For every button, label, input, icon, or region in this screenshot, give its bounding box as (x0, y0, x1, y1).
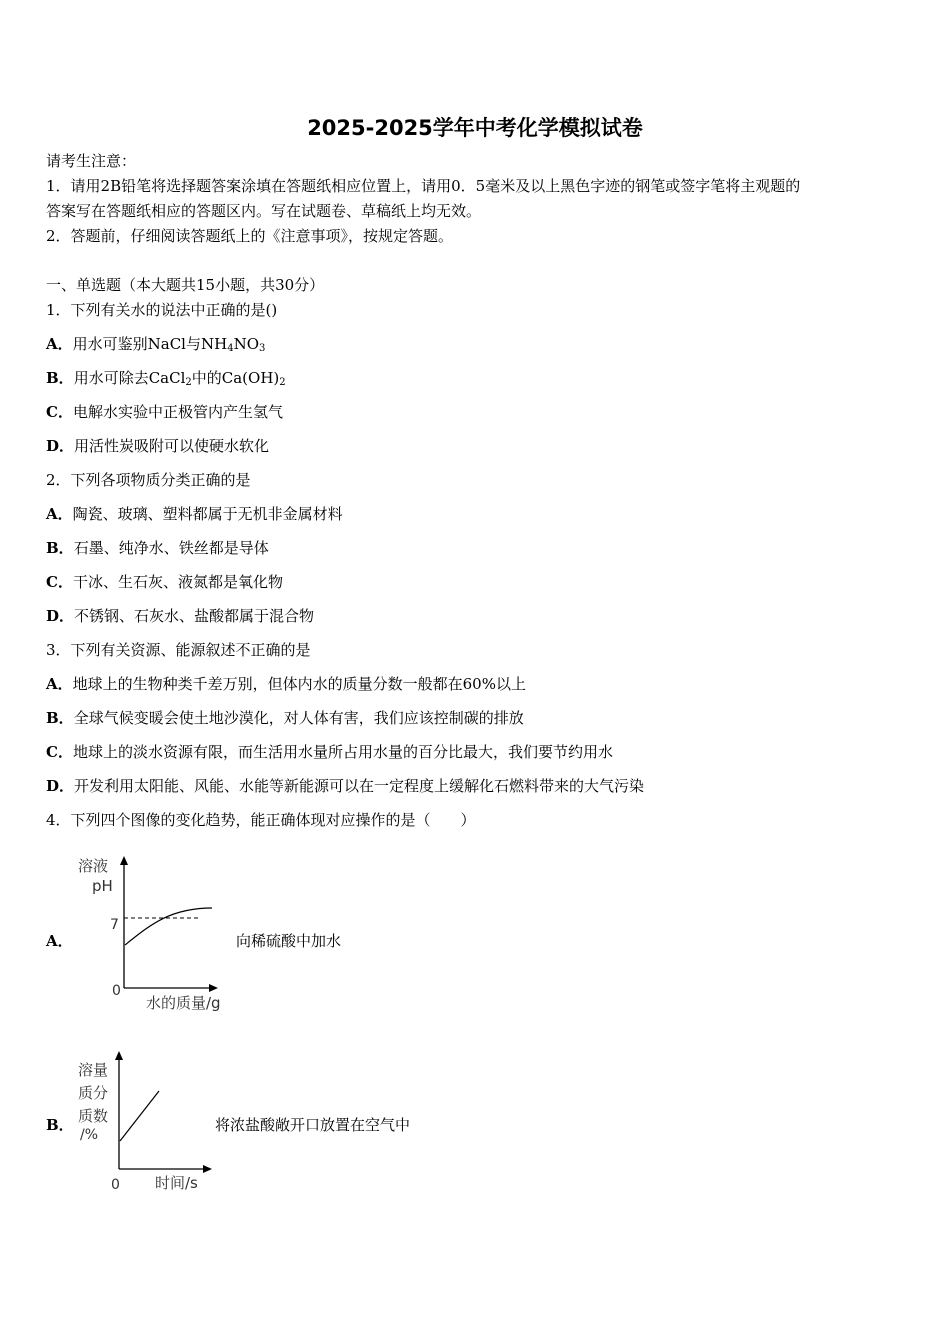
question-3-stem: 3．下列有关资源、能源叙述不正确的是 (46, 641, 311, 659)
option-text: 电解水实验中正极管内产生氢气 (72, 403, 283, 421)
graph-ylabel-2: 质分 (78, 1084, 109, 1102)
option-text: 用活性炭吸附可以使硬水软化 (74, 437, 270, 455)
option-label: C． (46, 403, 73, 421)
q1-option-c[interactable] (46, 402, 283, 422)
graph-ylabel-2: pH (92, 877, 113, 895)
option-text: 干冰、生石灰、液氮都是氧化物 (72, 573, 283, 591)
origin-label: 0 (112, 983, 121, 999)
option-label: A． (46, 505, 73, 523)
notice-line-1a: 1．请用2B铅笔将选择题答案涂填在答题纸相应位置上，请用0．5毫米及以上黑色字迹的钢笔或签字笔将主观题的 (46, 177, 801, 195)
option-text: 全球气候变暖会使土地沙漠化，对人体有害，我们应该控制碳的排放 (73, 709, 524, 727)
q3-option-a[interactable] (46, 674, 526, 694)
q2-option-c[interactable] (46, 572, 283, 592)
y-axis-arrow (115, 1051, 123, 1060)
x-axis-arrow (203, 1165, 212, 1173)
q3-option-b[interactable] (46, 708, 524, 728)
graph-ylabel-3: 质数 (78, 1107, 109, 1125)
option-label: C． (46, 743, 73, 761)
graph-ylabel-4: /% (80, 1127, 99, 1143)
option-text: 地球上的生物种类千差万别，但体内水的质量分数一般都在60%以上 (72, 675, 526, 693)
mass-fraction-vs-time-graph (70, 1045, 230, 1200)
origin-label: 0 (111, 1177, 120, 1193)
option-label: C． (46, 573, 73, 591)
ph-vs-water-graph (70, 850, 240, 1015)
option-text: 石墨、纯净水、铁丝都是导体 (73, 539, 269, 557)
notice-line-1b: 答案写在答题纸相应的答题区内。写在试题卷、草稿纸上均无效。 (46, 202, 482, 220)
q1-option-a[interactable] (46, 334, 265, 354)
graph-xlabel: 水的质量/g (146, 994, 221, 1012)
q4-option-a-desc: 向稀硫酸中加水 (236, 932, 342, 950)
q2-option-d[interactable] (46, 606, 314, 626)
option-text: 不锈钢、石灰水、盐酸都属于混合物 (74, 607, 315, 625)
q1-option-b[interactable] (46, 368, 286, 388)
question-4-stem: 4．下列四个图像的变化趋势，能正确体现对应操作的是（ ） (46, 811, 476, 829)
notice-line-2: 2．答题前，仔细阅读答题纸上的《注意事项》，按规定答题。 (46, 227, 454, 245)
section-heading: 一、单选题（本大题共15小题，共30分） (46, 276, 325, 294)
question-1-stem: 1．下列有关水的说法中正确的是() (46, 301, 278, 319)
q4-option-b-desc: 将浓盐酸敞开口放置在空气中 (215, 1116, 411, 1134)
q3-option-c[interactable] (46, 742, 613, 762)
option-text: 陶瓷、玻璃、塑料都属于无机非金属材料 (72, 505, 343, 523)
option-text: 用水可除去CaCl$_2$中的$Ca(OH)_2$ (73, 369, 286, 388)
option-text: 开发利用太阳能、风能、水能等新能源可以在一定程度上缓解化石燃料带来的大气污染 (74, 777, 645, 795)
option-label: B． (46, 709, 74, 727)
x-axis-arrow (209, 984, 218, 992)
question-2-stem: 2．下列各项物质分类正确的是 (46, 471, 251, 489)
option-label: B． (46, 539, 74, 557)
q4-option-a-label[interactable]: A． (46, 932, 73, 950)
ph-curve (125, 908, 212, 945)
option-label: B． (46, 369, 74, 387)
graph-xlabel: 时间/s (155, 1174, 198, 1192)
tick-7: 7 (110, 917, 119, 933)
trend-line (120, 1091, 159, 1141)
graph-ylabel-1: 溶量 (78, 1061, 109, 1079)
option-label: D． (46, 777, 75, 795)
q1-option-d[interactable] (46, 436, 269, 456)
page-title: 2025-2025学年中考化学模拟试卷 (307, 116, 643, 140)
option-label: A． (46, 335, 73, 353)
option-text: 用水可鉴别NaCl与$NH_4NO_3$ (72, 335, 266, 354)
q3-option-d[interactable] (46, 776, 644, 796)
q2-option-a[interactable] (46, 504, 343, 524)
q4-option-b-label[interactable]: B． (46, 1116, 74, 1134)
y-axis-arrow (120, 856, 128, 865)
option-label: A． (46, 675, 73, 693)
option-label: D． (46, 607, 75, 625)
option-label: D． (46, 437, 75, 455)
option-text: 地球上的淡水资源有限，而生活用水量所占用水量的百分比最大，我们要节约用水 (72, 743, 613, 761)
q2-option-b[interactable] (46, 538, 269, 558)
notice-heading: 请考生注意： (46, 152, 137, 170)
graph-ylabel-1: 溶液 (78, 857, 109, 875)
